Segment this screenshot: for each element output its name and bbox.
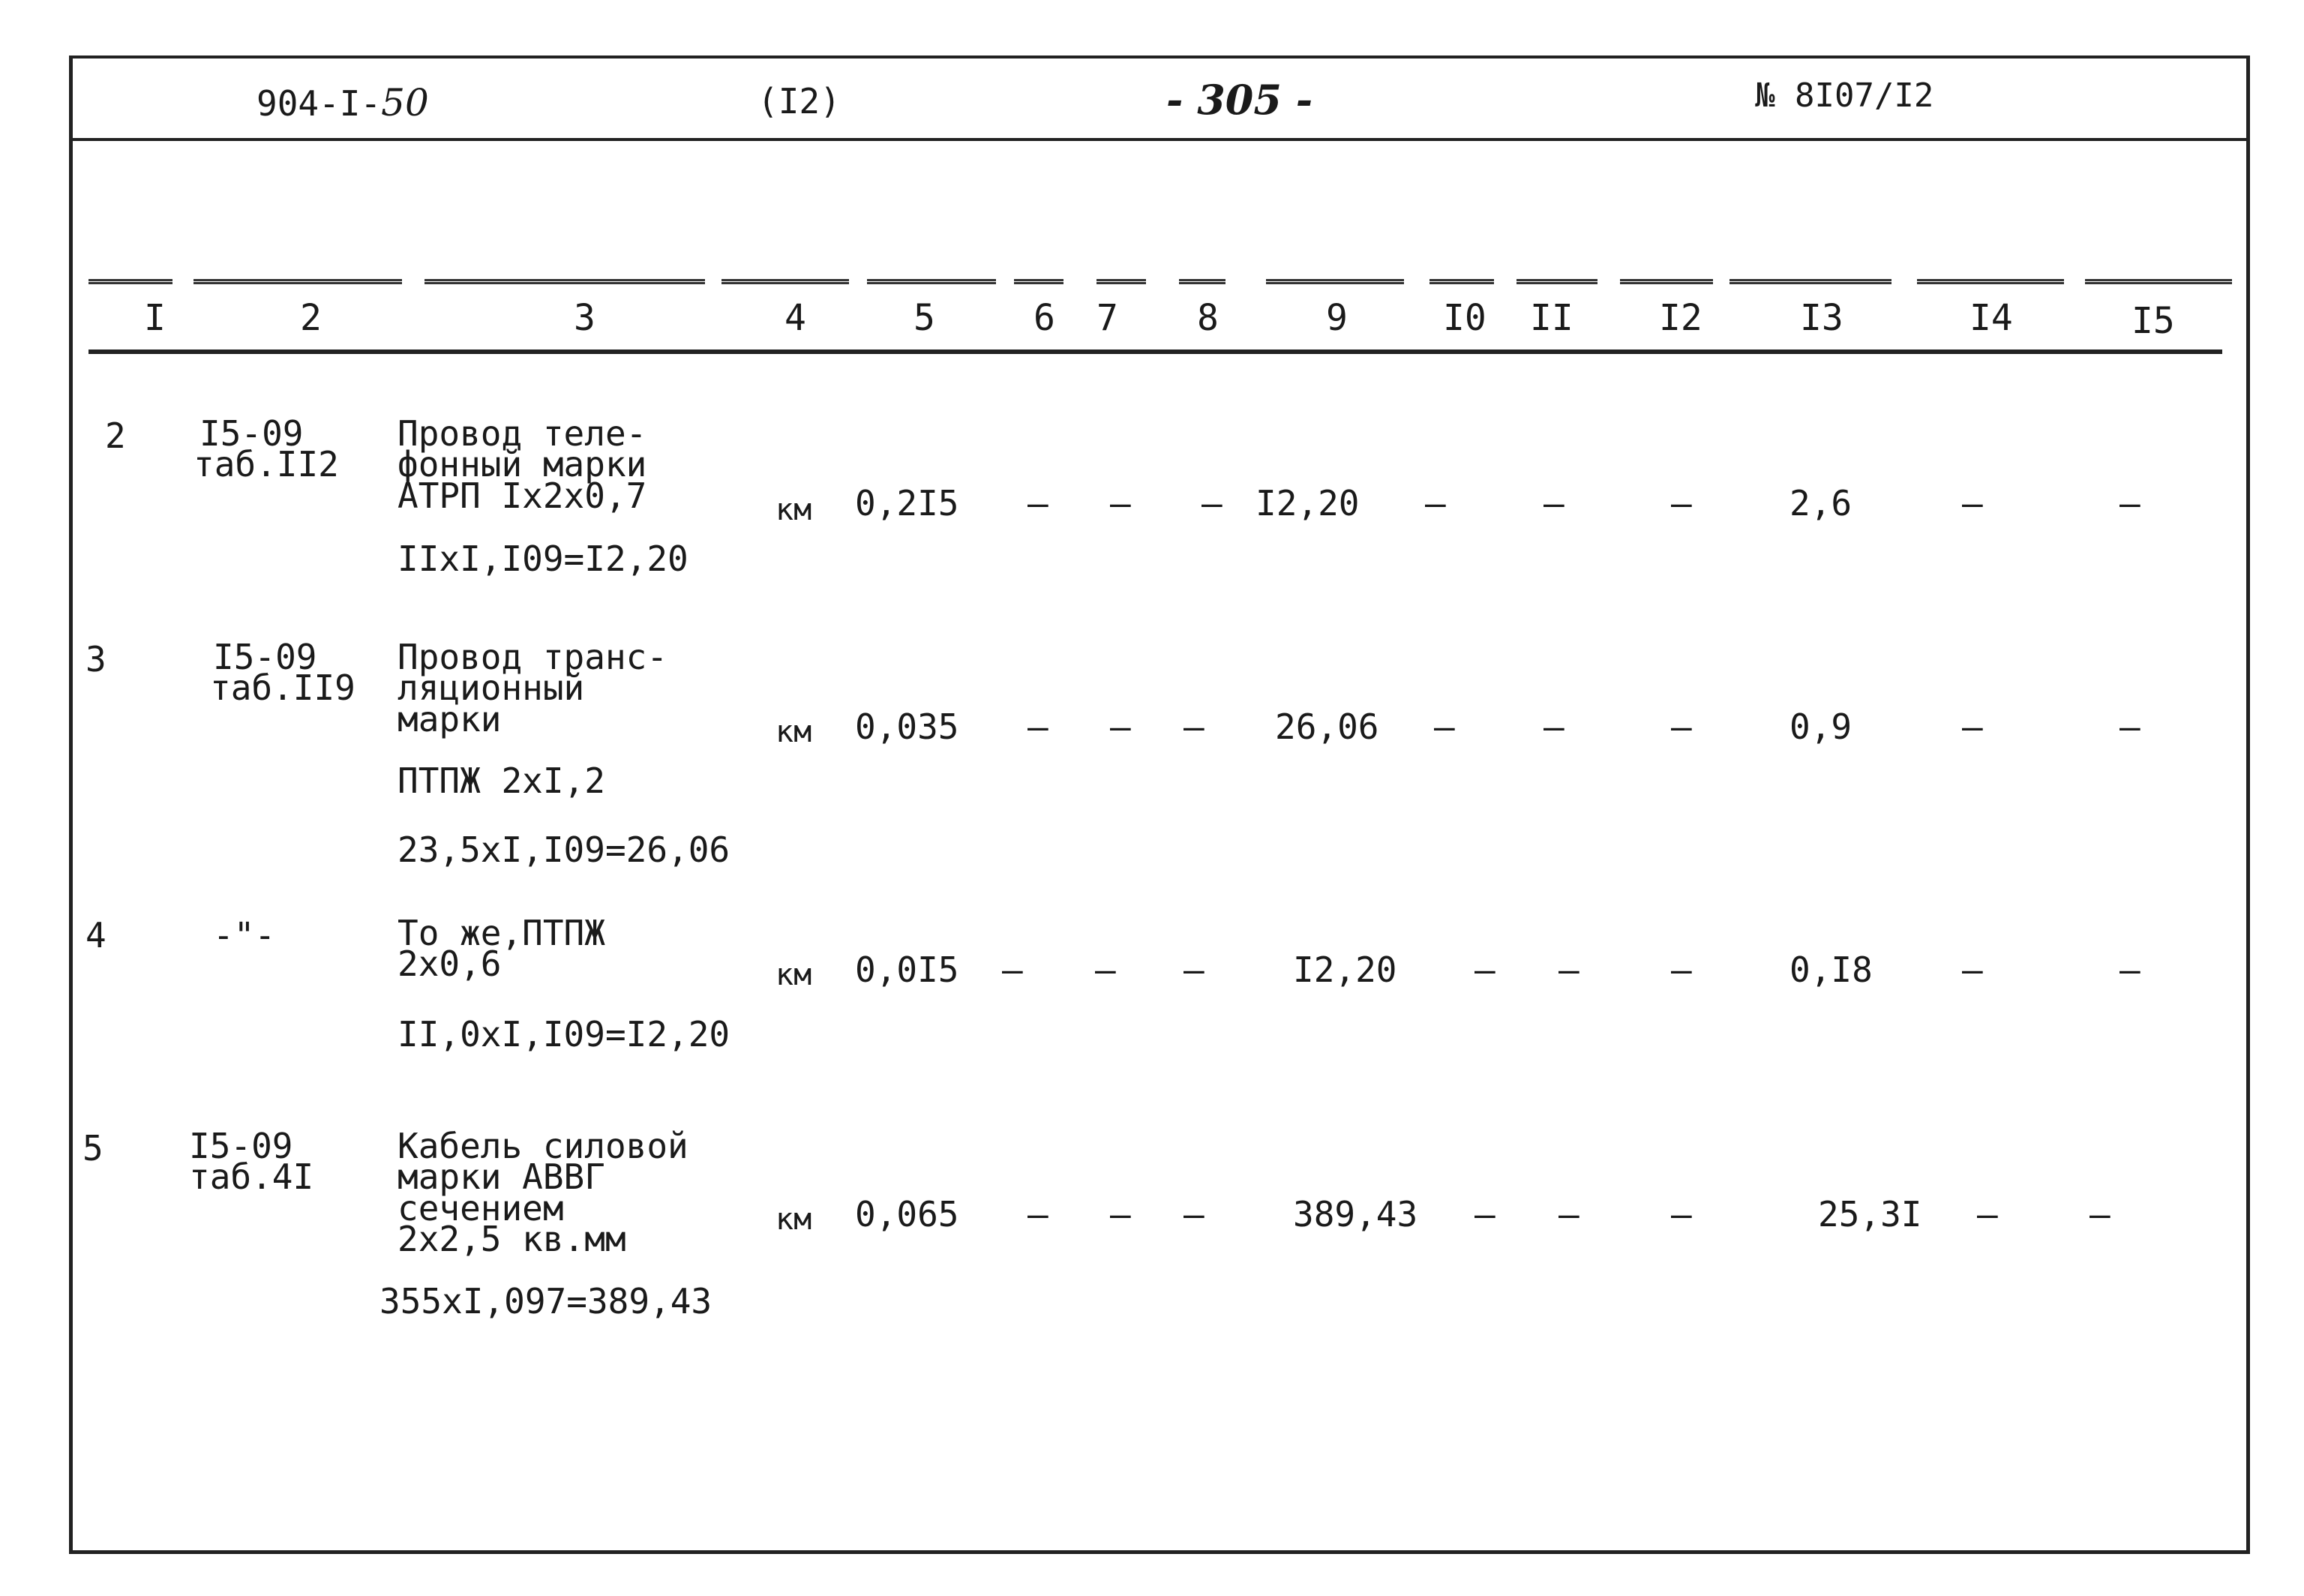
row-name: Кабель силовой марки АВВГ сечением 2х2,5 кв.мм (398, 1126, 688, 1260)
row-c15: – (2120, 483, 2140, 524)
row-c6: – (1028, 483, 1048, 524)
row-calc: 355хI,097=389,43 (380, 1281, 712, 1322)
row-c8: – (1202, 483, 1222, 524)
row-calc: II,0хI,I09=I2,20 (398, 1014, 730, 1054)
row-c7: – (1110, 706, 1131, 747)
row-c9: 389,43 (1293, 1194, 1418, 1234)
row-c6: – (1028, 706, 1048, 747)
col-rule-2 (194, 279, 402, 284)
row-number: 2 (105, 416, 126, 456)
col-number-6: 6 (1034, 297, 1055, 339)
row-c13: 25,3I (1818, 1194, 1922, 1234)
col-number-8: 8 (1197, 297, 1219, 339)
row-c14: – (1962, 950, 1983, 990)
row-c15: – (2120, 706, 2140, 747)
col-rule-14 (1917, 279, 2064, 284)
row-c11: – (1544, 483, 1564, 524)
series-label (256, 81, 429, 124)
col-number-13: I3 (1800, 297, 1844, 339)
row-c13: 0,9 (1790, 706, 1852, 747)
row-reference: -"- (213, 915, 276, 956)
row-calc: IIхI,I09=I2,20 (398, 538, 688, 579)
col-number-4: 4 (784, 297, 806, 339)
row-qty: 0,2I5 (855, 483, 959, 524)
row-c10: – (1425, 483, 1446, 524)
row-unit: км (776, 493, 812, 527)
row-c13: 2,6 (1790, 483, 1852, 524)
col-rule-3 (424, 279, 705, 284)
col-rule-11 (1516, 279, 1598, 284)
col-number-3: 3 (574, 297, 596, 339)
col-number-11: II (1530, 297, 1574, 339)
col-rule-5 (867, 279, 996, 284)
row-c15: – (2090, 1194, 2110, 1234)
col-rule-12 (1620, 279, 1713, 284)
col-rule-6 (1014, 279, 1064, 284)
row-c11: – (1544, 706, 1564, 747)
row-c7: – (1110, 483, 1131, 524)
row-name: То же,ПТПЖ 2х0,6 (398, 913, 605, 985)
document-number: № 8I07/I2 (1755, 76, 1934, 115)
row-c15: – (2120, 950, 2140, 990)
row-c12: – (1671, 1194, 1692, 1234)
col-rule-13 (1730, 279, 1892, 284)
row-qty: 0,0I5 (855, 950, 959, 990)
row-unit: км (776, 715, 812, 749)
row-unit: км (776, 958, 812, 992)
col-rule-9 (1266, 279, 1404, 284)
row-name-extra: ПТПЖ 2хI,2 (398, 760, 605, 801)
col-number-12: I2 (1659, 297, 1702, 339)
col-rule-7 (1096, 279, 1146, 284)
col-number-10: I0 (1443, 297, 1486, 339)
col-number-2: 2 (300, 297, 322, 339)
row-c6: – (1002, 950, 1023, 990)
row-c11: – (1558, 950, 1580, 990)
col-number-5: 5 (914, 297, 935, 339)
col-rule-1 (88, 279, 172, 284)
col-number-15: I5 (2132, 300, 2175, 342)
page-number: - 305 - (1166, 76, 1313, 124)
row-calc: 23,5хI,I09=26,06 (398, 830, 730, 870)
row-c14: – (1962, 706, 1983, 747)
row-c6: – (1028, 1194, 1048, 1234)
header-bottom-rule (88, 350, 2222, 354)
row-c7: – (1095, 950, 1116, 990)
row-c8: – (1184, 706, 1204, 747)
row-c12: – (1671, 483, 1692, 524)
row-reference: I5-09 таб.II2 (194, 413, 339, 485)
row-c13: 0,I8 (1790, 950, 1873, 990)
row-c7: – (1110, 1194, 1131, 1234)
row-c8: – (1184, 1194, 1204, 1234)
row-reference: I5-09 таб.4I (189, 1126, 314, 1198)
series-handwritten: 50 (381, 81, 429, 124)
row-c14: – (1962, 483, 1983, 524)
header-divider (69, 138, 2250, 141)
col-number-7: 7 (1096, 297, 1118, 339)
col-number-9: 9 (1326, 297, 1348, 339)
row-c9: I2,20 (1256, 483, 1360, 524)
row-number: 5 (82, 1128, 104, 1168)
row-c12: – (1671, 950, 1692, 990)
row-c14: – (1977, 1194, 1998, 1234)
row-c12: – (1671, 706, 1692, 747)
col-rule-10 (1430, 279, 1494, 284)
row-c10: – (1434, 706, 1455, 747)
col-number-14: I4 (1970, 297, 2013, 339)
sheet-code: (I2) (758, 81, 841, 122)
row-number: 3 (86, 639, 106, 680)
row-number: 4 (86, 915, 106, 956)
col-rule-4 (722, 279, 849, 284)
row-c9: 26,06 (1275, 706, 1379, 747)
series-prefix: 904-I- (256, 83, 382, 124)
row-unit: км (776, 1202, 812, 1237)
row-c11: – (1558, 1194, 1580, 1234)
row-name: Провод теле- фонный марки АТРП Iх2х0,7 (398, 413, 647, 516)
row-qty: 0,065 (855, 1194, 959, 1234)
row-c8: – (1184, 950, 1204, 990)
row-c10: – (1474, 1194, 1496, 1234)
row-c10: – (1474, 950, 1496, 990)
row-qty: 0,035 (855, 706, 959, 747)
row-c9: I2,20 (1293, 950, 1397, 990)
row-reference: I5-09 таб.II9 (210, 637, 356, 709)
col-rule-15 (2085, 279, 2232, 284)
row-name: Провод транс- ляционный марки (398, 637, 668, 740)
col-rule-8 (1179, 279, 1226, 284)
col-number-1: I (144, 297, 166, 339)
